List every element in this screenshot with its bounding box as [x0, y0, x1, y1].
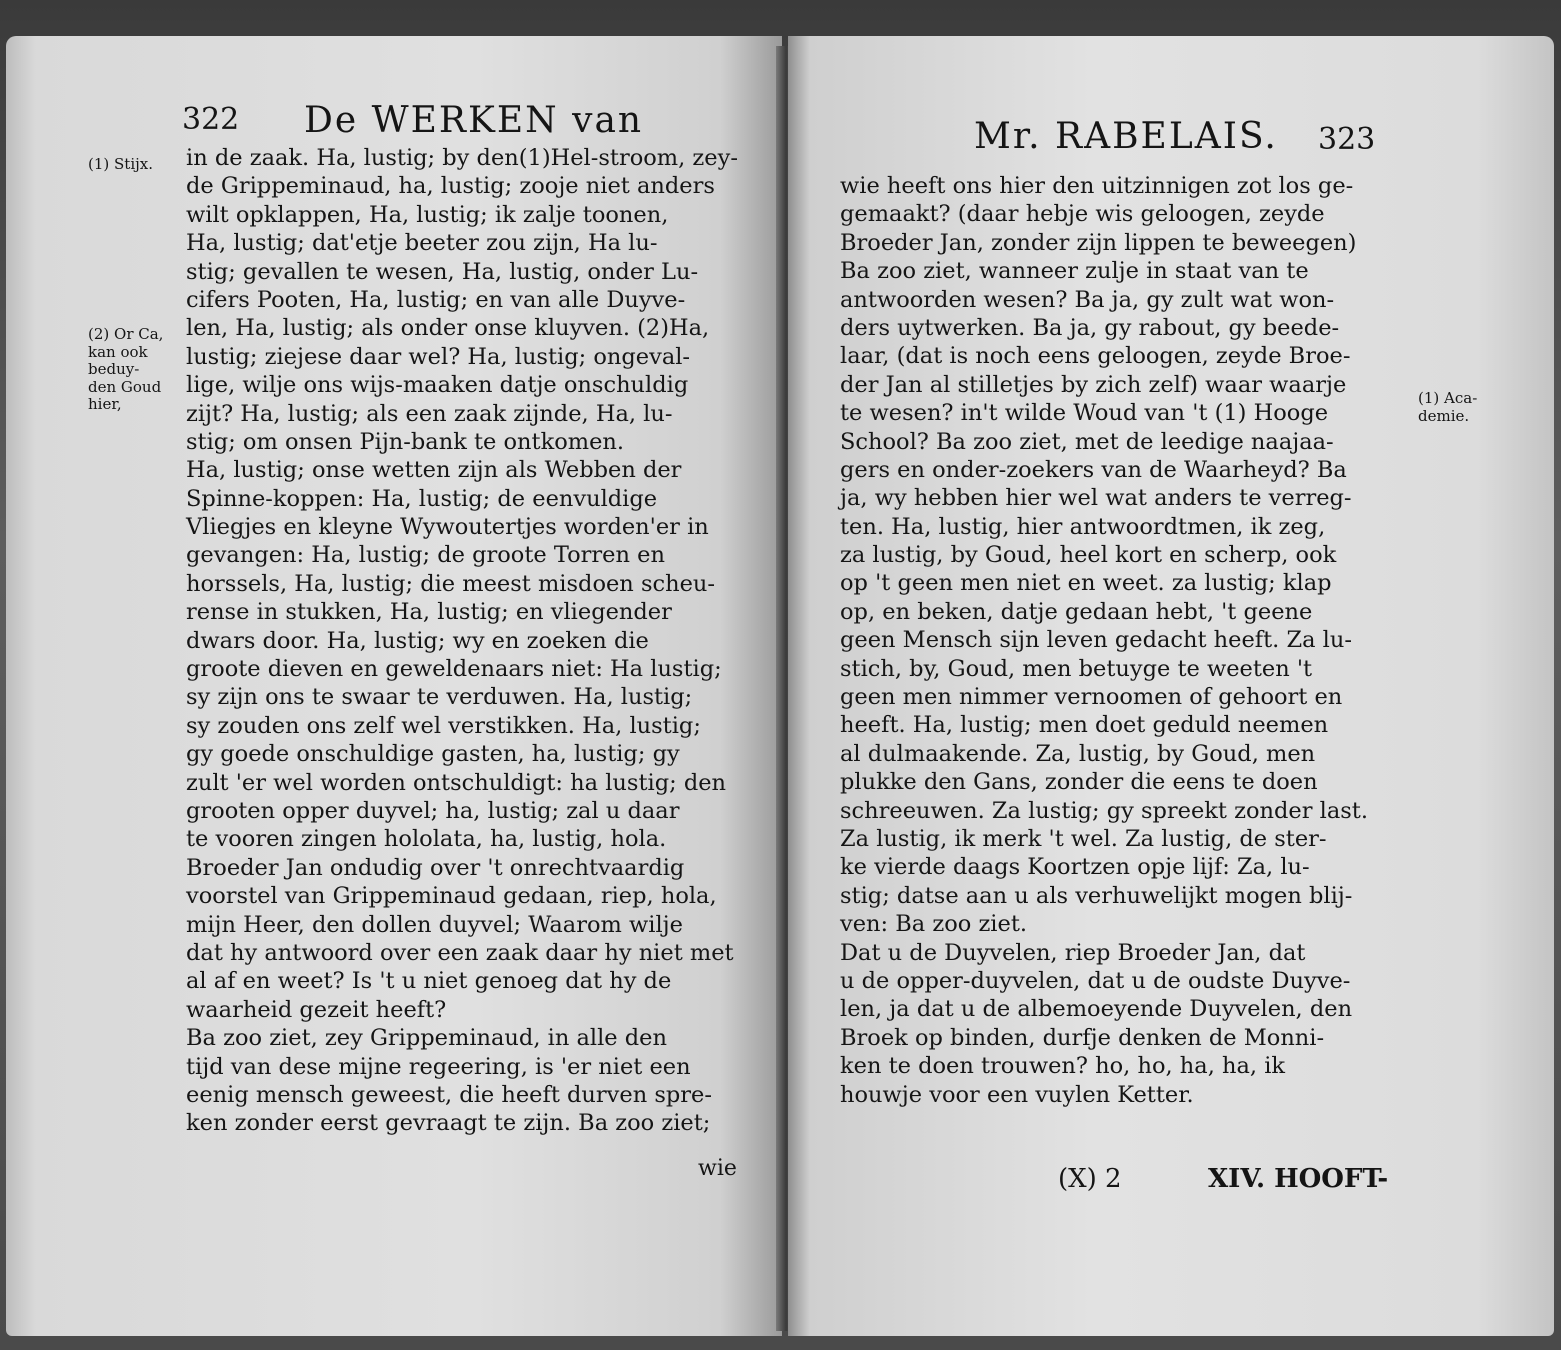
text-line: ja, wy hebben hier wel wat anders te verreg-	[840, 485, 1352, 512]
left-running-title: De WERKEN van	[304, 100, 644, 141]
signature-mark: (X) 2	[1058, 1164, 1122, 1194]
text-line: (2) Or Ca,	[88, 325, 164, 343]
text-line: Ba zoo ziet, wanneer zulje in staat van te	[840, 258, 1309, 285]
text-line: dat hy antwoord over een zaak daar hy niet met	[186, 939, 734, 966]
text-line: op 't geen men niet en weet. za lustig; klap	[840, 570, 1332, 597]
text-line: zult 'er wel worden ontschuldigt: ha lustig; den	[186, 769, 727, 796]
text-line: eenig mensch geweest, die heeft durven spre-	[186, 1081, 712, 1108]
text-line: (1) Stijx.	[88, 155, 153, 173]
text-line: gevangen: Ha, lustig; de groote Torren en	[186, 542, 665, 569]
text-line: grooten opper duyvel; ha, lustig; zal u daar	[186, 797, 680, 824]
text-line: za lustig, by Goud, heel kort en scherp, ook	[840, 542, 1337, 569]
text-line: u de opper-duyvelen, dat u de oudste Duyve-	[840, 967, 1351, 994]
text-line: gemaakt? (daar hebje wis geloogen, zeyde	[840, 201, 1325, 228]
text-line: Broeder Jan ondudig over 't onrechtvaardig	[186, 854, 685, 881]
text-line: School? Ba zoo ziet, met de leedige naajaa-	[840, 428, 1334, 455]
margin-note	[88, 156, 153, 174]
text-line: len, Ha, lustig; als onder onse kluyven. (2)Ha,	[186, 315, 710, 342]
text-line: heeft. Ha, lustig; men doet geduld neemen	[840, 712, 1329, 739]
text-line: in de zaak. Ha, lustig; by den(1)Hel-stroom, zey-	[186, 145, 738, 171]
text-line: sy zijn ons te swaar te verduwen. Ha, lustig;	[186, 684, 693, 711]
text-line: ken zonder eerst gevraagt te zijn. Ba zoo ziet;	[186, 1110, 711, 1137]
text-line: waarheid gezeit heeft?	[186, 996, 447, 1023]
text-line: hier,	[88, 395, 122, 413]
text-line: voorstel van Grippeminaud gedaan, riep, hola,	[186, 883, 717, 910]
text-line: al dulmaakende. Za, lustig, by Goud, men	[840, 740, 1316, 767]
text-line: Ba zoo ziet, zey Grippeminaud, in alle den	[186, 1025, 667, 1052]
text-line: len, ja dat u de albemoeyende Duyvelen, den	[840, 996, 1353, 1023]
text-line: zijt? Ha, lustig; als een zaak zijnde, Ha, lu-	[186, 400, 673, 427]
text-line: tijd van dese mijne regeering, is 'er niet een	[186, 1053, 691, 1080]
right-page-number: 323	[1318, 122, 1376, 157]
text-line: ven: Ba zoo ziet.	[840, 911, 1028, 938]
text-line: dwars door. Ha, lustig; wy en zoeken die	[186, 627, 649, 654]
text-line: ders uytwerken. Ba ja, gy rabout, gy beede-	[840, 314, 1340, 341]
text-line: schreeuwen. Za lustig; gy spreekt zonder last.	[840, 797, 1368, 824]
text-line: gy goede onschuldige gasten, ha, lustig; gy	[186, 741, 680, 768]
left-page-number: 322	[182, 102, 240, 137]
left-catchword: wie	[698, 1156, 737, 1181]
text-line: Za lustig, ik merk 't wel. Za lustig, de ster-	[840, 825, 1327, 852]
margin-note	[88, 326, 163, 414]
text-line: cifers Pooten, Ha, lustig; en van alle Duyve-	[186, 286, 686, 313]
text-line: ken te doen trouwen? ho, ho, ha, ha, ik	[840, 1053, 1286, 1080]
right-running-title: Mr. RABELAIS.	[974, 116, 1278, 157]
text-line: plukke den Gans, zonder die eens te doen	[840, 769, 1318, 796]
text-line: Ha, lustig; dat'etje beeter zou zijn, Ha lu-	[186, 230, 658, 257]
text-line: Broeder Jan, zonder zijn lippen te beweegen)	[840, 229, 1357, 256]
text-line: geen Mensch sijn leven gedacht heeft. Za lu-	[840, 627, 1352, 654]
text-line: groote dieven en geweldenaars niet: Ha lustig;	[186, 656, 722, 683]
text-line: wilt opklappen, Ha, lustig; ik zalje toonen,	[186, 201, 669, 228]
text-line: sy zouden ons zelf wel verstikken. Ha, lustig;	[186, 712, 701, 739]
text-line: Dat u de Duyvelen, riep Broeder Jan, dat	[840, 939, 1306, 966]
left-page	[6, 36, 782, 1336]
text-line: ke vierde daags Koortzen opje lijf: Za, lu-	[840, 854, 1310, 881]
text-line: den Goud	[88, 377, 162, 396]
right-page	[788, 36, 1554, 1336]
text-line: Vliegjes en kleyne Wywoutertjes worden'er in	[186, 514, 709, 541]
text-line: Ha, lustig; onse wetten zijn als Webben der	[186, 457, 682, 484]
left-body-text	[186, 144, 738, 1138]
text-line: antwoorden wesen? Ba ja, gy zult wat won-	[840, 286, 1335, 313]
text-line: Spinne-koppen: Ha, lustig; de eenvuldige	[186, 485, 658, 512]
right-body-text	[840, 172, 1368, 1109]
text-line: der Jan al stilletjes by zich zelf) waar waarje	[840, 371, 1347, 398]
text-line: beduy-	[88, 360, 140, 378]
open-book	[6, 36, 1554, 1336]
text-line: wie heeft ons hier den uitzinnigen zot los ge-	[840, 173, 1354, 199]
text-line: Broek op binden, durfje denken de Monni-	[840, 1024, 1325, 1051]
text-line: ten. Ha, lustig, hier antwoordtmen, ik zeg,	[840, 513, 1326, 540]
text-line: lige, wilje ons wijs-maaken datje onschuldig	[186, 372, 689, 399]
text-line: stig; gevallen te wesen, Ha, lustig, onder Lu-	[186, 258, 699, 285]
text-line: stig; datse aan u als verhuwelijkt mogen blij-	[840, 882, 1353, 909]
text-line: stig; om onsen Pijn-bank te ontkomen.	[186, 428, 625, 455]
text-line: op, en beken, datje gedaan hebt, 't geene	[840, 598, 1313, 625]
text-line: lustig; ziejese daar wel? Ha, lustig; ongeval-	[186, 343, 691, 370]
text-line: stich, by, Goud, men betuyge te weeten 't	[840, 655, 1313, 682]
text-line: (1) Aca-	[1418, 389, 1478, 407]
text-line: te vooren zingen hololata, ha, lustig, hola.	[186, 826, 667, 853]
margin-note	[1418, 390, 1477, 425]
text-line: de Grippeminaud, ha, lustig; zooje niet anders	[186, 173, 715, 200]
right-catchword: XIV. HOOFT-	[1208, 1164, 1389, 1194]
text-line: kan ook	[88, 342, 148, 361]
text-line: al af en weet? Is 't u niet genoeg dat hy de	[186, 968, 672, 995]
text-line: gers en onder-zoekers van de Waarheyd? Ba	[840, 456, 1347, 483]
text-line: mijn Heer, den dollen duyvel; Waarom wilje	[186, 911, 683, 938]
text-line: horssels, Ha, lustig; die meest misdoen scheu-	[186, 570, 716, 597]
text-line: rense in stukken, Ha, lustig; en vliegender	[186, 599, 672, 626]
text-line: te wesen? in't wilde Woud van 't (1) Hooge	[840, 400, 1329, 427]
text-line: geen men nimmer vernoomen of gehoort en	[840, 684, 1343, 711]
text-line: houwje voor een vuylen Ketter.	[840, 1081, 1194, 1108]
text-line: laar, (dat is noch eens geloogen, zeyde Broe-	[840, 343, 1351, 370]
text-line: demie.	[1418, 406, 1470, 425]
